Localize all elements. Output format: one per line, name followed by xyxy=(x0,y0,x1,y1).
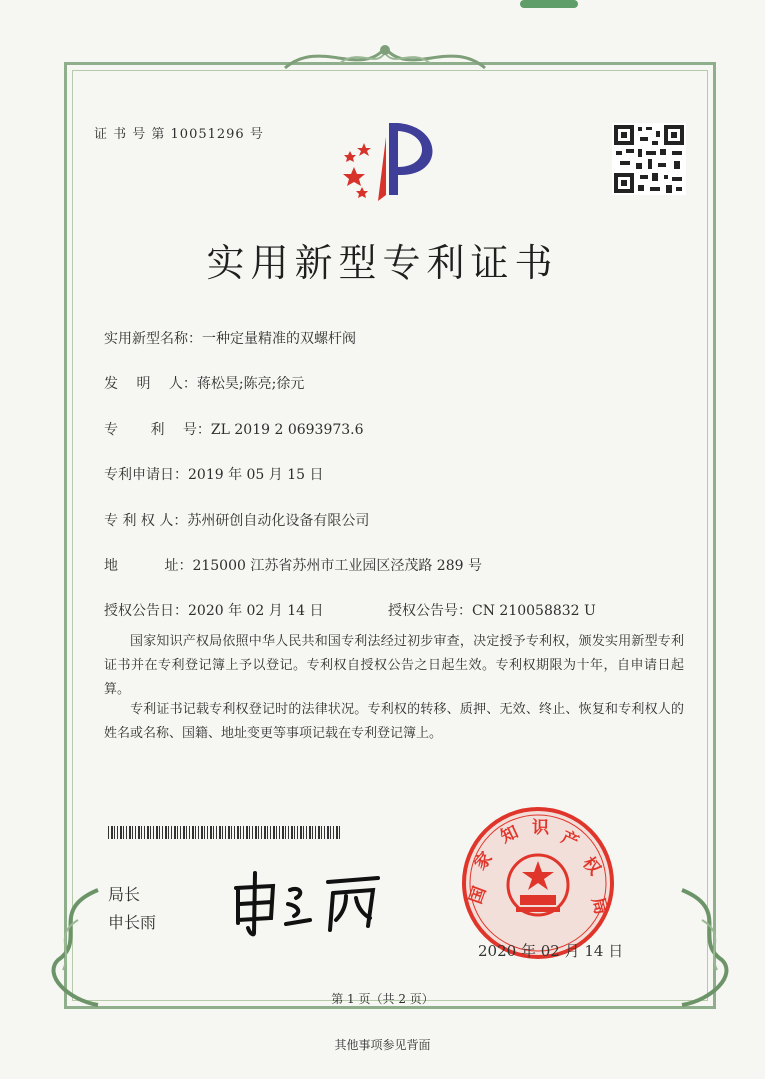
handwritten-signature xyxy=(228,868,393,938)
svg-text:产: 产 xyxy=(557,827,582,853)
field-row-grant-date xyxy=(104,600,324,620)
field-row-inventor xyxy=(104,373,304,393)
grant-date-value: 2020 年 02 月 14 日 xyxy=(188,603,324,619)
svg-text:识: 识 xyxy=(532,818,549,838)
field-row-grant-number xyxy=(388,600,596,620)
page-indicator: 第 1 页（共 2 页） xyxy=(331,992,434,1006)
grant-date-label: 授权公告日： xyxy=(104,603,188,619)
field-value: 215000 江苏省苏州市工业园区泾茂路 289 号 xyxy=(192,558,482,574)
field-row-application-date xyxy=(104,464,324,484)
certificate-number: 证 书 号 第 10051296 号 xyxy=(94,127,264,142)
field-value: 一种定量精准的双螺杆阀 xyxy=(202,331,356,347)
top-handle-bar xyxy=(520,0,578,8)
field-label: 专利申请日： xyxy=(104,467,188,483)
certificate-title: 实用新型专利证书 xyxy=(206,241,559,285)
statement-paragraph-2: 专利证书记载专利权登记时的法律状况。专利权的转移、质押、无效、终止、恢复和专利权人的姓名或名称、国籍、地址变更等事项记载在专利登记簿上。 xyxy=(104,702,684,741)
footer-note: 其他事项参见背面 xyxy=(334,1038,431,1052)
signer-title: 局长 xyxy=(108,885,141,904)
svg-text:知: 知 xyxy=(497,822,522,848)
signer-name: 申长雨 xyxy=(108,913,157,932)
statement-paragraph-1: 国家知识产权局依照中华人民共和国专利法经过初步审查，决定授予专利权，颁发实用新型专利证书并在专利登记簿上予以登记。专利权自授权公告之日起生效。专利权期限为十年，自申请日起算。 xyxy=(104,634,684,697)
field-label: 实用新型名称： xyxy=(104,331,202,347)
field-row-name xyxy=(104,328,356,348)
svg-text:家: 家 xyxy=(470,848,497,875)
patent-office-logo xyxy=(334,115,446,205)
field-row-patent-no xyxy=(104,419,364,439)
grant-number-label: 授权公告号： xyxy=(388,603,472,619)
grant-number-value: CN 210058832 U xyxy=(472,603,596,619)
field-label: 专 利 权 人： xyxy=(104,513,188,529)
field-row-patentee xyxy=(104,510,369,530)
field-value: 2019 年 05 月 15 日 xyxy=(188,467,324,483)
barcode xyxy=(108,826,340,839)
seal-date: 2020 年 02 月 14 日 xyxy=(478,942,624,960)
field-value: 苏州研创自动化设备有限公司 xyxy=(187,513,370,529)
svg-text:国: 国 xyxy=(465,883,491,907)
field-value: 蒋松昊;陈亮;徐元 xyxy=(196,376,305,392)
field-label: 发 明 人： xyxy=(104,376,197,392)
field-label: 专 利 号： xyxy=(104,422,211,438)
top-ornament xyxy=(280,38,490,78)
field-label: 地 址： xyxy=(104,558,193,574)
svg-text:局: 局 xyxy=(587,895,611,917)
field-value: ZL 2019 2 0693973.6 xyxy=(210,422,364,438)
field-row-address xyxy=(104,555,482,575)
qr-code xyxy=(612,123,686,195)
svg-text:权: 权 xyxy=(578,853,605,880)
official-seal xyxy=(460,805,616,961)
